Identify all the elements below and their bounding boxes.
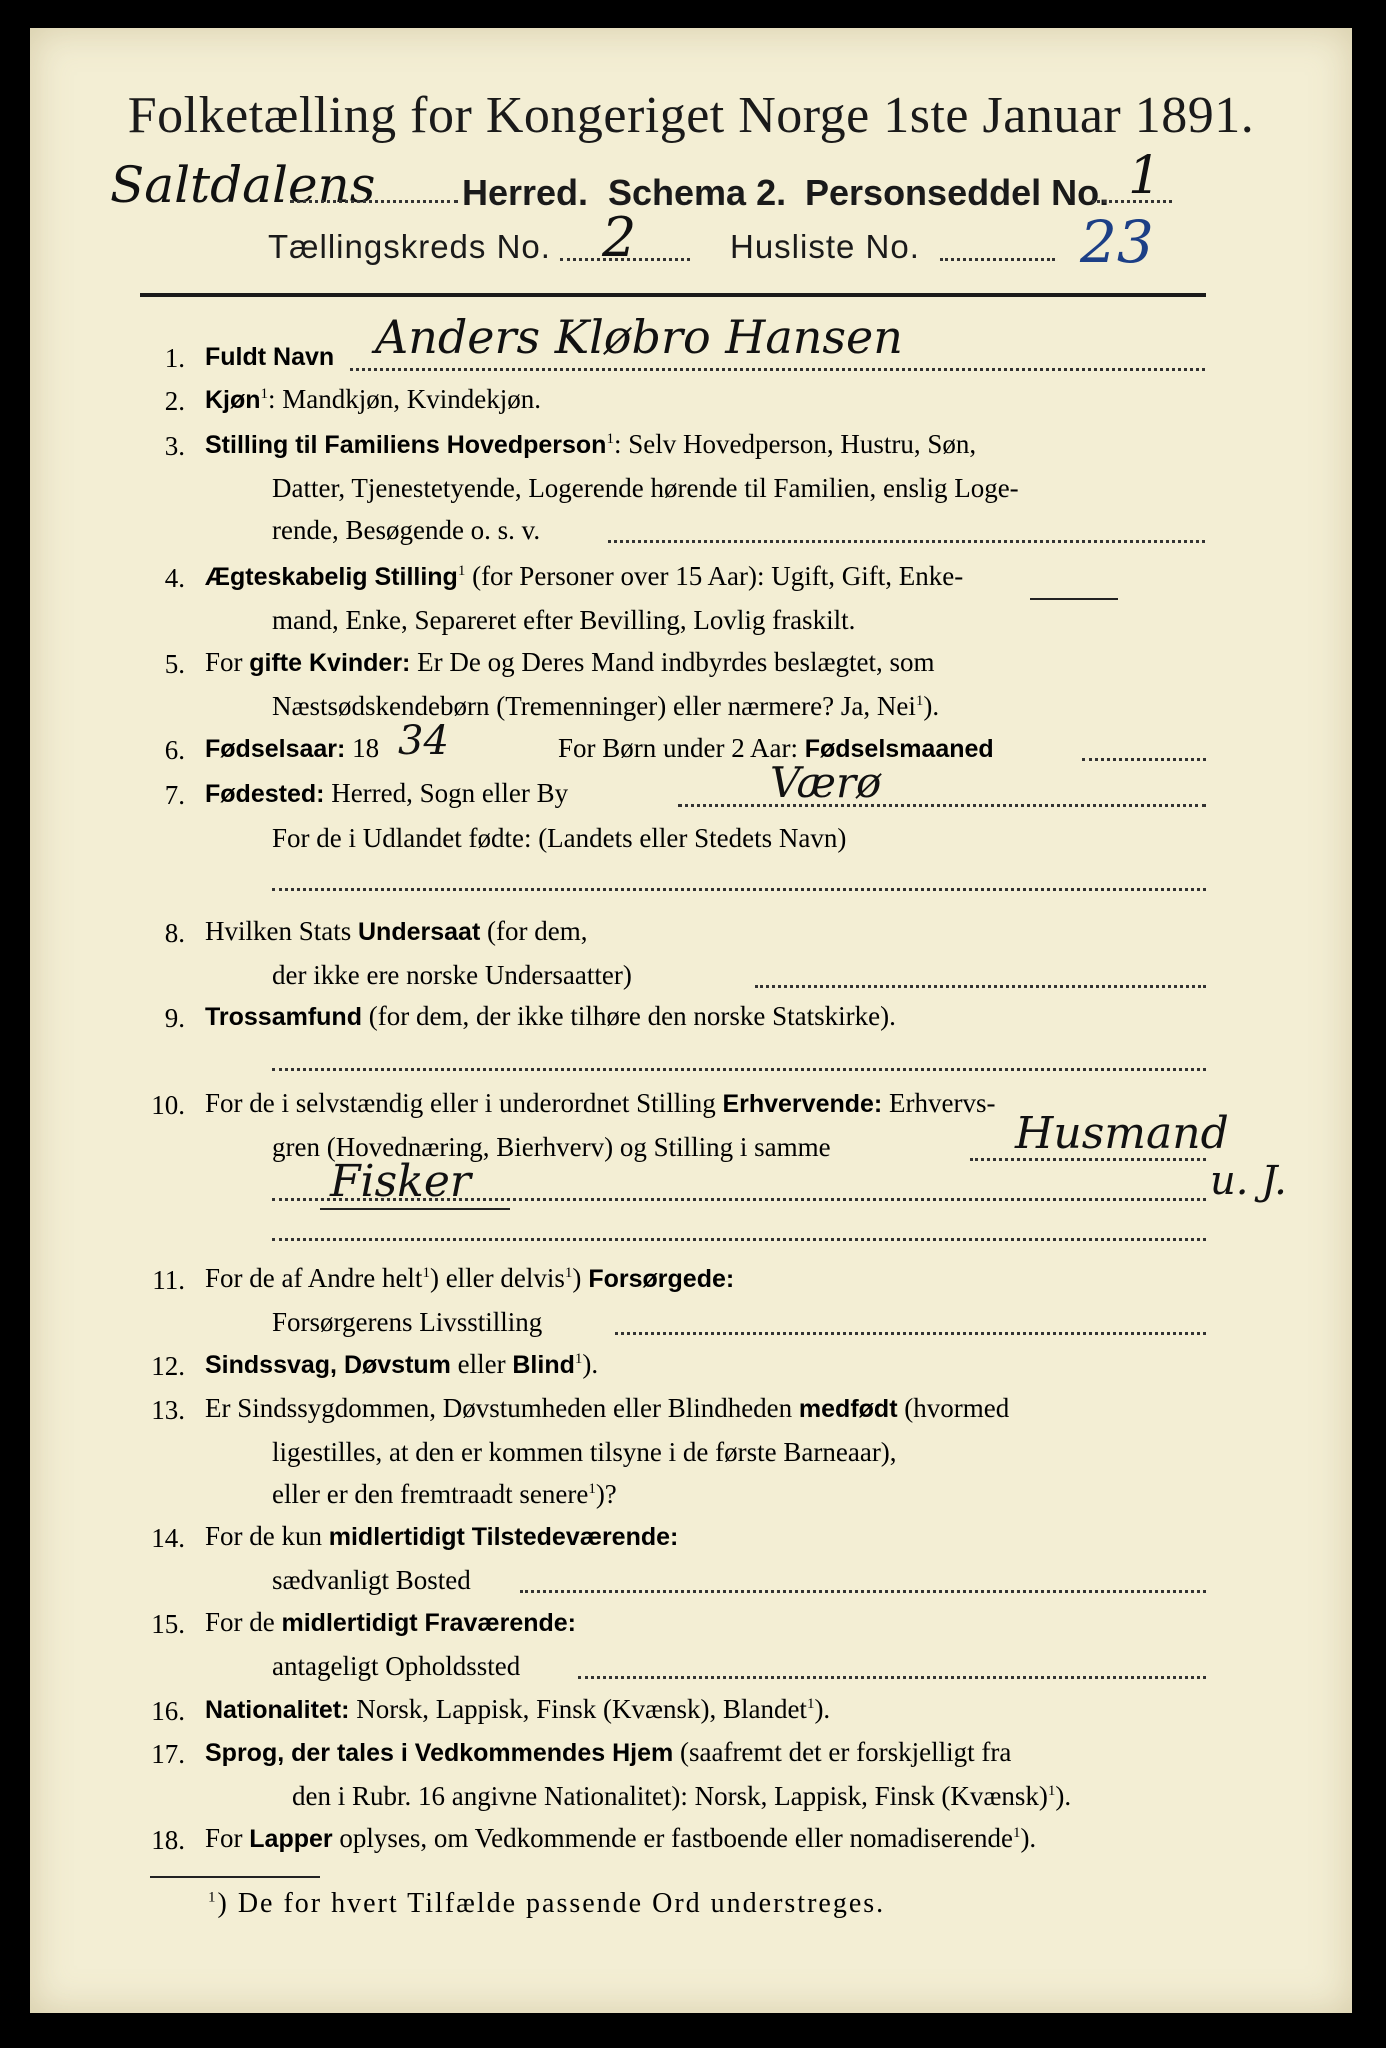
- name-answer: Anders Kløbro Hansen: [375, 310, 903, 364]
- occupation-answer: Husmand: [1015, 1108, 1229, 1159]
- item-text: Norsk, Lappisk, Finsk (Kvænsk), Blandet: [349, 1694, 807, 1724]
- item-text-line3: rende, Besøgende o. s. v.: [272, 515, 541, 545]
- census-form-page: Folketælling for Kongeriget Norge 1ste Januar 1891. Saltdalens Herred. Schema 2. Personseddel No. 1 Tællingskreds No. 2 Husliste No. 23 1. Fuldt Navn Anders Kløbro Hansen 2. Kjøn$^1$: Mandkjøn, Kvindekjøn. 3. Stilling til Familiens Hovedperson$^1$: Selv Hovedperson, Hustru, Søn, Datter, Tjenestetyende, Logerende hørende til Familien, enslig Loge- rende, Besøgende o. s. v. 4. Ægteskabelig Stilling$^1$ (for Personer over 15 Aar): Ugift, Gift, Enke- mand, Enke, Separeret efter Bevilling, Lovlig fraskilt. 5. For gifte Kvinder: Er De og Deres Mand indbyrdes beslægtet, som Næstsødskendebørn (Tremenninger) eller nærmere? Ja, Nei$^1$). 6. Fødselsaar: 18 34 For Børn under 2 Aar: Fødselsmaaned 7. Fødested: Herred, Sogn eller By Værø For de i Udlandet fødte: (Landets eller Stedets Navn) 8. Hvilken Stats Undersaat (for dem, der ikke ere norske Undersaatter) 9. Trossamfund (for dem, der ikke tilhøre den norske Statskirke). 10. For de i selvstændig eller i underordnet Stilling Erhvervende: Erhvervs- gren (Hovednæring, Bierhverv) og Stilling i samme Husmand Fisker u. J. 11. For de af Andre helt$^1$) eller delvis$^1$) Forsørgede: Forsørgerens Livsstilling 12. Sindssvag, Døvstum eller Blind$^1$). 13. Er Sindssygdommen, Døvstumheden eller Blindheden medfødt (hvormed ligestilles, at den er kommen tilsyne i de første Barneaar), eller er den fremtraadt senere$^1$)? 14. For de kun midlertidigt Tilstedeværende: sædvanligt Bosted 15. For de midlertidigt Fraværende: antageligt Opholdssted 16. Nationalitet: Norsk, Lappisk, Finsk (Kvænsk), Blandet$^1$). 17. Sprog, der tales i Vedkommendes Hjem (saafremt det er forskjelligt fra den i Rubr. 16 angivne Nationalitet): Norsk, Lappisk, Finsk (Kvænsk)$^1$). 18. For Lapper oplyses, om Vedkommende er fastboende eller nomadiserende$^1$). $^1$) De for hvert Tilfælde passende Ord understreges.: [30, 28, 1352, 2013]
- item-number: 15.: [151, 1609, 185, 1639]
- footnote-mark: 1: [208, 1889, 218, 1906]
- page-title: Folketælling for Kongeriget Norge 1ste Januar 1891.: [127, 87, 1255, 144]
- item-text: (for Personer over 15 Aar): Ugift, Gift, Enke-: [465, 561, 964, 591]
- kreds-label: Tællingskreds No.: [268, 228, 551, 265]
- item-text-line2: Datter, Tjenestetyende, Logerende hørende til Familien, enslig Loge-: [272, 473, 1019, 503]
- item-label: Trossamfund: [205, 1003, 362, 1031]
- item-label: Fødselsaar:: [205, 735, 346, 763]
- dotted-line: [272, 1238, 1206, 1241]
- item-text: (saafremt det er forskjelligt fra: [673, 1737, 1012, 1767]
- item-label: Lapper: [249, 1825, 333, 1853]
- occupation-answer-2: Fisker: [330, 1156, 471, 1207]
- item-label: Undersaat: [358, 918, 481, 946]
- item-label: Ægteskabelig Stilling: [205, 563, 458, 591]
- dotted-line: [578, 1676, 1206, 1679]
- item-text: eller delvis: [438, 1263, 565, 1293]
- header-rule: [140, 293, 1206, 297]
- kreds-value: 2: [602, 206, 637, 269]
- item-number: 9.: [164, 1003, 185, 1033]
- dotted-line: [520, 1590, 1206, 1593]
- item-text-line2: gren (Hovednæring, Bierhverv) og Stilling i samme: [272, 1132, 831, 1162]
- item-pre: For de i selvstændig eller i underordnet Stilling: [205, 1088, 723, 1118]
- item-number: 5.: [164, 649, 185, 679]
- item-text-line2: ligestilles, at den er kommen tilsyne i de første Barneaar),: [272, 1437, 897, 1467]
- personseddel-value: 1: [1128, 146, 1162, 206]
- item-text: : Selv Hovedperson, Hustru, Søn,: [613, 429, 977, 459]
- item-label: Fødested:: [205, 780, 325, 808]
- item-pre: Hvilken Stats: [205, 916, 358, 946]
- item-number: 8.: [164, 918, 185, 948]
- item-text: Erhvervs-: [882, 1088, 996, 1118]
- item-text: (for dem,: [480, 916, 588, 946]
- item-text: eller: [450, 1349, 513, 1379]
- item-label: Sindssvag, Døvstum: [205, 1351, 451, 1379]
- item-label: Stilling til Familiens Hovedperson: [205, 431, 607, 459]
- footnote-text: ) De for hvert Tilfælde passende Ord understreges.: [217, 1888, 886, 1919]
- herred-dotted-line: [290, 200, 458, 203]
- dotted-line: [608, 540, 1205, 543]
- item-label: midlertidigt Fraværende:: [281, 1609, 576, 1637]
- item-label: midlertidigt Tilstedeværende:: [328, 1523, 679, 1551]
- item-number: 1.: [164, 343, 185, 373]
- item-pre: For: [205, 1823, 250, 1853]
- item-text-line2: antageligt Opholdssted: [272, 1651, 521, 1681]
- item-label: Sprog, der tales i Vedkommendes Hjem: [205, 1739, 674, 1767]
- birth-year-answer: 34: [398, 718, 449, 764]
- dotted-line: [272, 1068, 1206, 1071]
- item-label: Kjøn: [205, 386, 261, 414]
- item-text-line2: mand, Enke, Separeret efter Bevilling, Lovlig fraskilt.: [272, 605, 856, 635]
- item-text-line2: Næstsødskendebørn (Tremenninger) eller nærmere? Ja, Nei: [272, 691, 916, 721]
- herred-handwritten: Saltdalens: [110, 156, 376, 214]
- item-number: 7.: [164, 780, 185, 810]
- item-label: Forsørgede:: [581, 1265, 735, 1293]
- item-number: 17.: [151, 1739, 185, 1769]
- item-number: 2.: [164, 386, 185, 416]
- dotted-line: [615, 1332, 1206, 1335]
- item-text-line2: Forsørgerens Livsstilling: [272, 1307, 543, 1337]
- footnote-rule: [150, 1876, 320, 1878]
- item-number: 14.: [151, 1523, 185, 1553]
- item-number: 4.: [164, 563, 185, 593]
- item-text-line3: eller er den fremtraadt senere: [272, 1479, 589, 1509]
- item-label: Erhvervende:: [722, 1090, 883, 1118]
- herred-label: Herred.: [462, 172, 589, 213]
- item-pre: For: [205, 647, 250, 677]
- item-text: 18: [345, 733, 380, 763]
- item-number: 11.: [152, 1265, 185, 1295]
- item-text: Er De og Deres Mand indbyrdes beslægtet, som: [410, 647, 935, 677]
- item-text-line2: der ikke ere norske Undersaatter): [272, 960, 632, 990]
- item-number: 10.: [151, 1090, 185, 1120]
- item-text: (for dem, der ikke tilhøre den norske Statskirke).: [361, 1001, 896, 1031]
- schema-label: Schema 2.: [608, 172, 787, 213]
- dotted-line: [272, 888, 1206, 891]
- personseddel-label: Personseddel No.: [805, 172, 1110, 213]
- item-pre: Er Sindssygdommen, Døvstumheden eller Blindheden: [205, 1393, 799, 1423]
- occupation-note: u. J.: [1210, 1158, 1287, 1204]
- item-number: 6.: [164, 735, 185, 765]
- item-pre: For de kun: [205, 1521, 329, 1551]
- item-number: 12.: [151, 1351, 185, 1381]
- item-number: 18.: [151, 1825, 185, 1855]
- item-number: 13.: [151, 1395, 185, 1425]
- item-label: gifte Kvinder:: [249, 649, 411, 677]
- item-label: Nationalitet:: [205, 1696, 350, 1724]
- item-label: Fødselsmaaned: [804, 735, 994, 763]
- item-label: Blind: [512, 1351, 575, 1379]
- item-pre: For de af Andre helt: [205, 1263, 423, 1293]
- item-text-line2: sædvanligt Bosted: [272, 1565, 471, 1595]
- handwritten-mark: [1030, 598, 1118, 600]
- dotted-line: [678, 804, 1206, 807]
- item-text-line2: den i Rubr. 16 angivne Nationalitet): Norsk, Lappisk, Finsk (Kvænsk): [292, 1781, 1048, 1811]
- dotted-line: [755, 985, 1206, 988]
- dotted-line: [1082, 758, 1206, 761]
- husliste-dotted-line: [940, 258, 1055, 261]
- item-text: oplyses, om Vedkommende er fastboende eller nomadiserende: [332, 1823, 1013, 1853]
- item-number: 3.: [164, 431, 185, 461]
- husliste-value: 23: [1080, 208, 1154, 276]
- item-text: For Børn under 2 Aar:: [558, 733, 805, 763]
- item-label: Fuldt Navn: [205, 343, 335, 371]
- item-number: 16.: [151, 1696, 185, 1726]
- husliste-label: Husliste No.: [730, 228, 920, 265]
- item-pre: For de: [205, 1607, 282, 1637]
- item-label: medfødt: [798, 1395, 898, 1423]
- item-text: (hvormed: [897, 1393, 1010, 1423]
- item-text-line2: For de i Udlandet fødte: (Landets eller Stedets Navn): [272, 823, 847, 853]
- name-dotted-line: [350, 368, 1205, 371]
- item-text: : Mandkjøn, Kvindekjøn.: [268, 384, 542, 414]
- underline-mark: [320, 1208, 510, 1210]
- item-text: Herred, Sogn eller By: [324, 778, 569, 808]
- birthplace-answer: Værø: [770, 758, 882, 807]
